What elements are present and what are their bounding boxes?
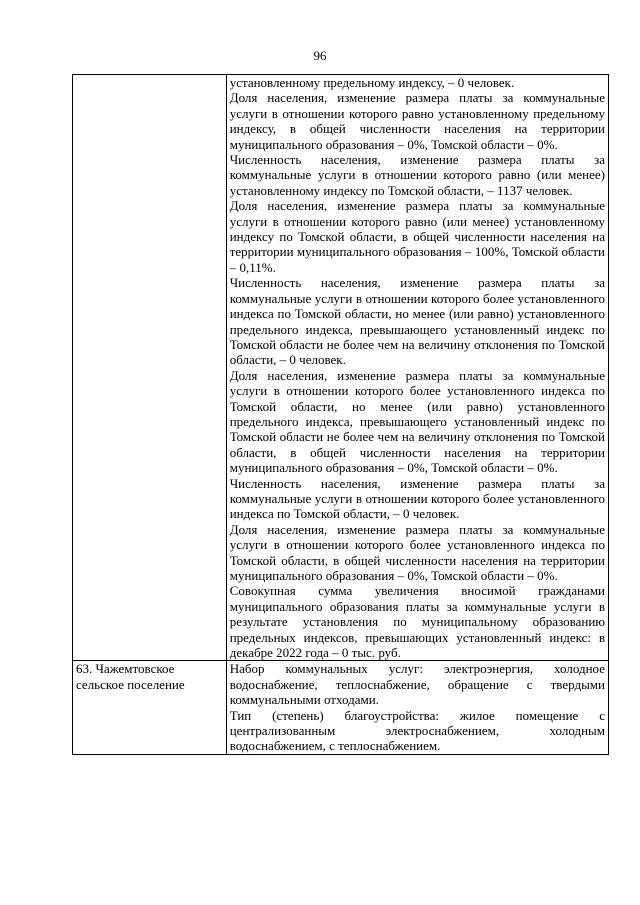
- settlement-cell-empty: [73, 75, 227, 661]
- municipal-index-table: [72, 74, 609, 755]
- paragraph: Доля населения, изменение размера платы за коммунальные услуги в отношении которого более установленного индекса по Томской области, но менее (или равно) установленного предельного индекса, превышающего установленный индекс по Томской области не более чем на величину отклонения по Томской области, в общей численности населения на территории муниципального образования – 0%, Томской области – 0%.: [229, 367, 605, 476]
- paragraph: Совокупная сумма увеличения вносимой гражданами муниципального образования платы за коммунальные услуги в результате установления по муниципальному образованию предельных индексов, превышающих установленный индекс: в декабре 2022 года – 0 тыс. руб.: [229, 583, 605, 661]
- settlement-type: сельское поселение: [76, 676, 185, 692]
- paragraph: Численность населения, изменение размера платы за коммунальные услуги в отношении которого равно (или менее) установленному индексу по Томской области, – 1137 человек.: [229, 152, 605, 198]
- indicators-cell: [226, 75, 608, 661]
- settlement-cell: [73, 661, 227, 754]
- table-row-63: [73, 661, 609, 754]
- indicators-cell: [226, 661, 608, 754]
- paragraph: Доля населения, изменение размера платы за коммунальные услуги в отношении которого равно (или менее) установленному индексу по Томской области, в общей численности населения на территории муниципального образования – 100%, Томской области – 0,11%.: [229, 198, 605, 275]
- paragraph: установленному предельному индексу, – 0 человек.: [229, 75, 515, 90]
- settlement-name: 63. Чажемтовское: [76, 661, 175, 677]
- paragraph: Набор коммунальных услуг: электроэнергия, холодное водоснабжение, теплоснабжение, обращение с твердыми коммунальными отходами.: [229, 661, 605, 708]
- paragraph: Численность населения, изменение размера платы за коммунальные услуги в отношении которого более установленного индекса по Томской области, но менее (или равно) установленного предельного индекса, превышающего установленный индекс по Томской области не более чем на величину отклонения по Томской области, – 0 человек.: [229, 275, 605, 368]
- paragraph: Тип (степень) благоустройства: жилое помещение с централизованным электроснабжением, холодным водоснабжением, с теплоснабжением.: [229, 707, 605, 754]
- page-number: 96: [313, 48, 327, 63]
- paragraph: Доля населения, изменение размера платы за коммунальные услуги в отношении которого более установленного индекса по Томской области, в общей численности населения на территории муниципального образования – 0%, Томской области – 0%.: [229, 521, 605, 583]
- table-row-continued: [73, 75, 609, 661]
- paragraph: Численность населения, изменение размера платы за коммунальные услуги в отношении которого более установленного индекса по Томской области, – 0 человек.: [229, 475, 605, 522]
- paragraph: Доля населения, изменение размера платы за коммунальные услуги в отношении которого равно установленному предельному индексу, в общей численности населения на территории муниципального образования – 0%, Томской области – 0%.: [229, 90, 605, 152]
